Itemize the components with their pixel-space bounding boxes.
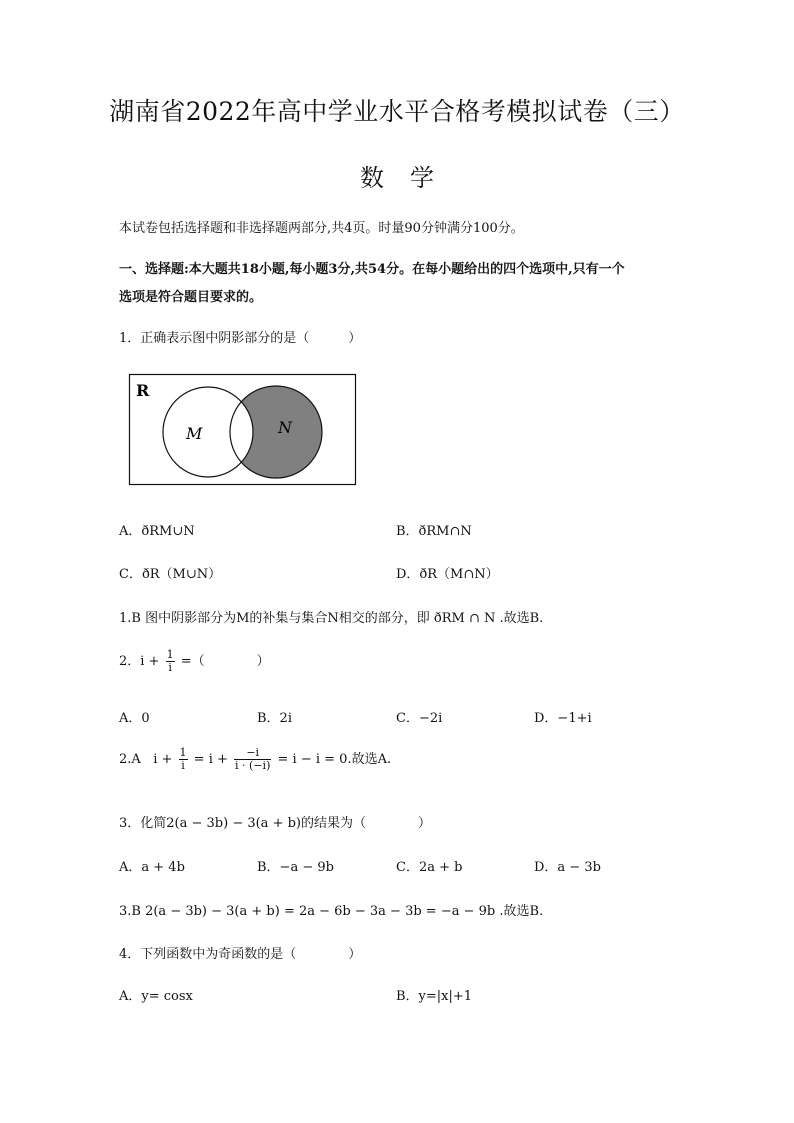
q2-option-b[interactable]: B．2i [257,711,292,726]
section-heading-line2: 选项是符合题目要求的。 [119,290,263,305]
q3-option-b[interactable]: B．−a − 9b [257,860,334,875]
q2-stem-suffix: =（ ） [180,654,270,669]
q2-answer-fraction1: $\frac{1}{i}$ [179,746,187,772]
q2-stem [119,649,270,674]
q2-answer-suffix: .故选A. [347,752,392,767]
q3-option-c[interactable]: C．2a + b [396,860,463,875]
q2-option-d[interactable]: D．−1+i [534,711,592,726]
section-heading-line1: 一、选择题:本大题共18小题,每小题3分,共54分。在每小题给出的四个选项中,只有一个 [119,262,625,277]
q2-stem-fraction: $\frac{1}{i}$ [166,648,174,674]
q2-answer-part3: = i − i = 0 [277,752,348,767]
q2-stem-prefix: 2．i + [119,654,160,669]
q2-answer-part2: = i + [193,752,228,767]
q2-option-a[interactable]: A．0 [119,711,150,726]
venn-label-n: N [278,418,292,437]
exam-intro: 本试卷包括选择题和非选择题两部分,共4页。时量90分钟满分100分。 [119,221,524,236]
q2-option-c[interactable]: C．−2i [396,711,443,726]
q1-answer: 1.B 图中阴影部分为M的补集与集合N相交的部分，即 ðRM ∩ N .故选B. [119,611,544,626]
q3-stem: 3．化简2(a − 3b) − 3(a + b)的结果为（ ） [119,816,431,831]
subject-title: 数学 [360,164,460,192]
q4-option-a[interactable]: A．y= cosx [119,989,193,1004]
q1-option-a[interactable]: A．ðRM∪N [119,524,195,539]
q2-answer [119,747,391,772]
q2-answer-part1: i + [153,752,173,767]
q2-answer-label: 2.A [119,752,141,767]
q3-answer: 3.B 2(a − 3b) − 3(a + b) = 2a − 6b − 3a − 3b = −a − 9b .故选B. [119,904,544,919]
q1-option-b[interactable]: B．ðRM∩N [396,524,472,539]
q1-stem: 1．正确表示图中阴影部分的是（ ） [119,331,362,346]
venn-label-universe: R [136,381,150,400]
q4-option-b[interactable]: B．y=|x|+1 [396,989,473,1004]
q1-option-d[interactable]: D．ðR（M∩N） [396,567,499,582]
q4-stem: 4．下列函数中为奇函数的是（ ） [119,947,362,962]
venn-label-m: M [186,424,203,443]
q1-option-c[interactable]: C．ðR（M∪N） [119,567,222,582]
venn-diagram [128,373,358,487]
exam-title: 湖南省2022年高中学业水平合格考模拟试卷（三） [109,97,685,126]
venn-circle-m [163,387,253,477]
q3-option-d[interactable]: D．a − 3b [534,860,601,875]
q3-option-a[interactable]: A．a + 4b [119,860,185,875]
q2-answer-fraction2: $\frac{-i}{i \cdot (-i)}$ [235,746,271,772]
